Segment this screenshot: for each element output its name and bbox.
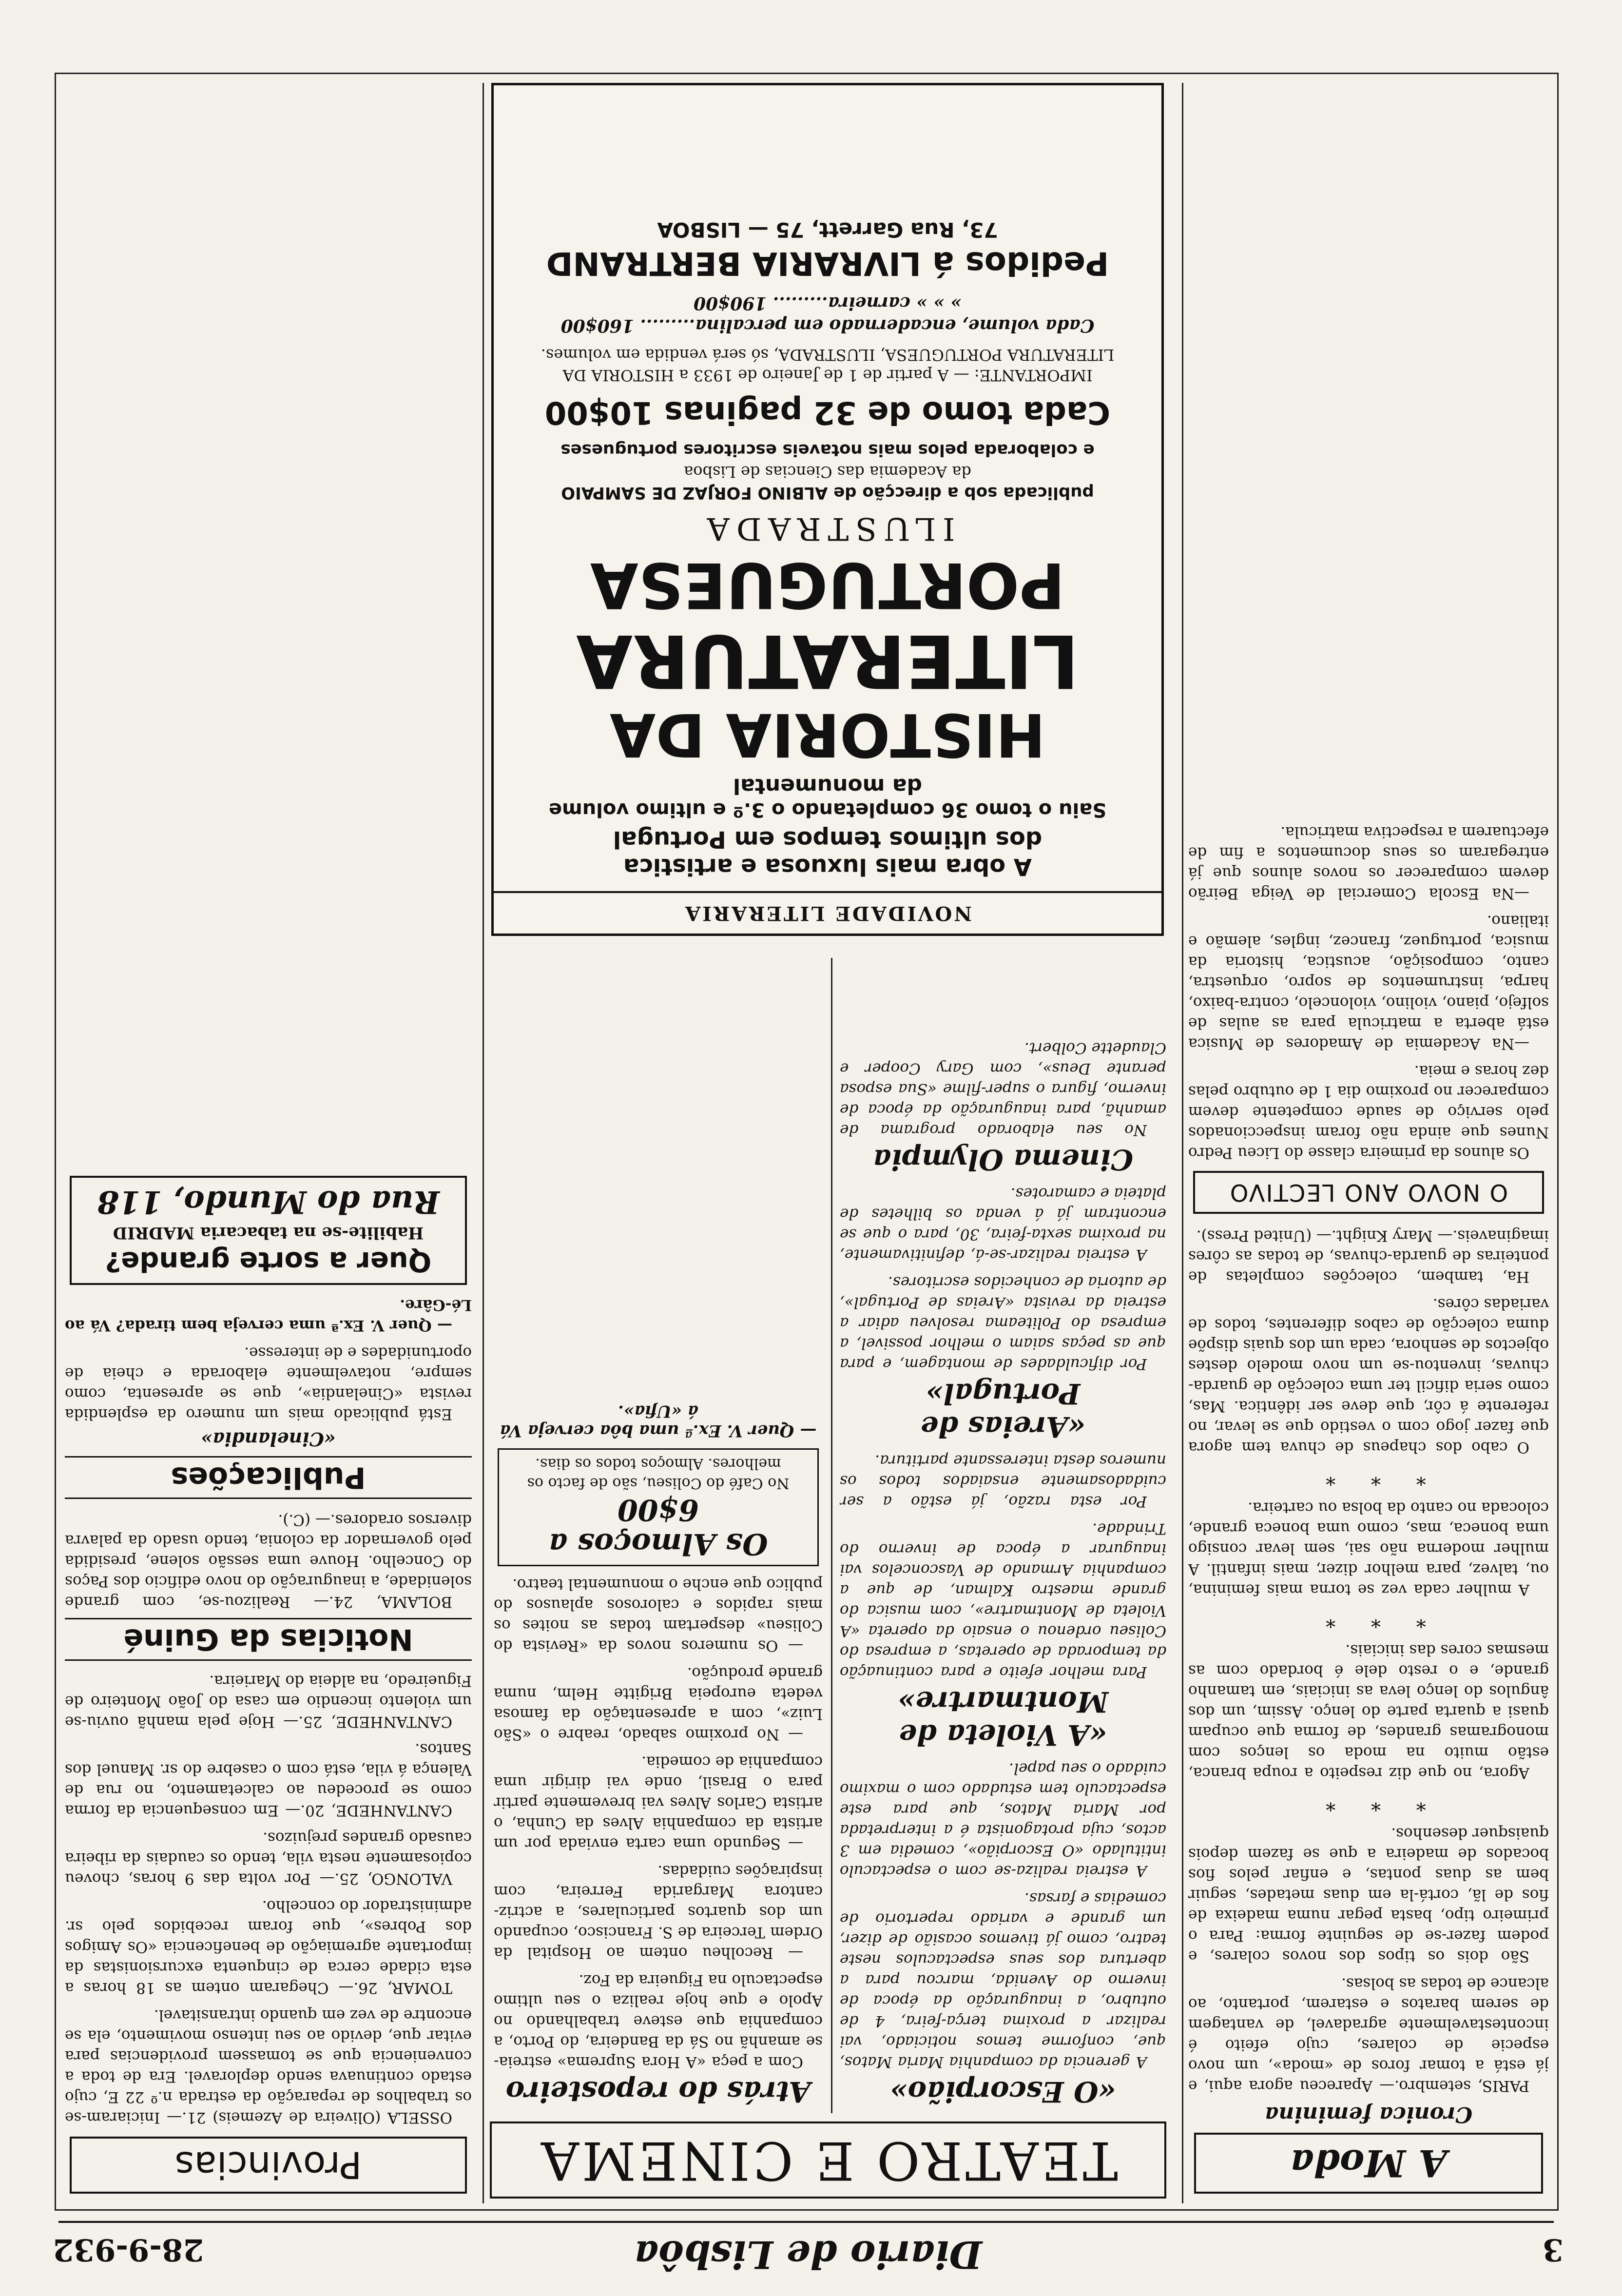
provincias-paragraph: OSSELA (Oliveira de Azemeis) 21.— Iniciaram-se os trabalhos de reparação da estrada n.º 22 E, cujo estado continuava sendo deploravel. Era de toda a conveniencia que se tomassem providencias para evitar que, devido ao seu intenso movimento, ela se encontre de vez em quando intransitavel. xyxy=(65,2006,472,2126)
teatro-column-b xyxy=(494,953,823,2113)
escorpiao-paragraph: A estreia realiza-se com o espectaculo intitulado «O Escorpião», comedia em 3 actos, cuja protagonista é a interpretada por Maria Matos, que para este espectaculo tem estudado com o maximo cuidado o seu papel. xyxy=(840,1760,1166,1880)
issue-date: 28-9-932 xyxy=(53,2232,204,2268)
areias-paragraph: Por dificuldades de montagem, e para que as peças saiam o melhor possivel, a empresa do Politeama resolveu adiar a estreia da revista «Areias de Portugal», de autoria de conhecidos escritores. xyxy=(840,1273,1166,1373)
ad-line: da monumental xyxy=(733,774,923,798)
ad-preco-tomo: Cada tomo de 32 paginas 10$00 xyxy=(544,394,1111,430)
guine-title-box xyxy=(65,1618,472,1661)
olympia-paragraph: No seu elaborado programa de amanhã, para inauguração da época de inverno, figura o super-filme «Sua esposa perante Deus», com Gary Cooper e Claudette Colbert. xyxy=(840,1039,1166,1139)
masthead-rule xyxy=(58,2221,1554,2223)
coliseu-paragraph: — No proximo sabado, reabre o «São Luiz», com a apresentação da famosa vedeta europeia Brigitte Helm, numa grande produção. xyxy=(494,1664,823,1743)
coliseu-paragraph: — Os numeros novos da «Revista do Coliseu» despertam todas as noites os mais rapidos e calorosos aplausos do publico que enche o monumental teatro. xyxy=(494,1576,823,1654)
repositorio-paragraph: Com a peça «A Hora Suprema» estreia-se amanhã no Sá da Bandeira, do Porto, a companhia que esteve trabalhando no Apolo e que hoje realiza o seu ultimo espectaculo na Figueira da Foz. xyxy=(494,1971,823,2071)
ad-colaboradores: e colaborada pelos mais notaveis escritores portugueses xyxy=(560,440,1095,460)
moda-paragraph: Ha, tambem, colecções completas de ponteiras de guarda-chuvas, de todas as côres imaginaveis.— Mary Knight.— (United Press). xyxy=(1188,1227,1549,1285)
ad-academia: da Academia das Ciencias de Lisboa xyxy=(684,463,971,481)
provincias-paragraph: CANTANHEDE, 20.— Em consequencia da forma como se procedeu ao calcetamento, no rua de Valença á vila, está com o casebre do sr. Manuel dos Santos. xyxy=(65,1740,472,1819)
lectivo-paragraph: —Na Academia de Amadores de Musica está aberta a matricula para as aulas de solfejo, piano, violino, violoncelo, contra-baixo, harpa, instrumentos de sopro, orquestra, canto, composição, acustica, historia da musica, portuguez, francez, ingles, alemão e italiano. xyxy=(1188,912,1549,1052)
ad-volume-price: » » » carneira......... 190$00 xyxy=(694,293,962,313)
moda-paragraph: Agora, no que diz respeito a roupa branca, estão muito na moda os lenços com monogramas grandes, de forma que ocupam quasi a quarta parte do lenço. Assim, um dos ângulos do lenço leva as iniciais, em tamanho grande, e o resto dele é bordado com as mesmas cores das iniciais. xyxy=(1188,1641,1549,1782)
escorpiao-paragraph: A gerencia da companhia Maria Matos, que, conforme temos noticiado, vai realizar a proxima terça-feira, 4 de outubro, a inauguração da época de inverno do Avenida, marcou para a abertura dos seus espectaculos neste teatro, como já tivemos ocasião de dizer, um grande e variado repertorio de comedias e farsas. xyxy=(840,1889,1166,2071)
ad-big-title: LITERATURA xyxy=(576,618,1079,703)
masthead xyxy=(53,2223,1564,2277)
almocos-text: No Café do Coliseu, são de facto os melhores. Almoços todos os dias. xyxy=(527,1455,790,1492)
violeta-paragraph: Por esta razão, já estão a ser cuidadosamente ensaiados todos os numeros desta interessante partitura. xyxy=(840,1452,1166,1510)
ad-line: dos ultimos tempos em Portugal xyxy=(613,826,1043,853)
moda-section-box xyxy=(1194,2133,1543,2194)
moda-paragraph: A mulher cada vez se torna mais feminina, ou, talvez, para melhor dizer, mais infantil. A mulher moderna não sai, sem levar consigo uma boneca, mas, como uma boneca grande, colocada no canto da bolsa ou carteira. xyxy=(1188,1499,1549,1598)
provincias-paragraph: VALONGO, 25.— Por volta das 9 horas, choveu copiosamente nesta vila, tendo os caudais da ribeira causado grandes prejuizos. xyxy=(65,1829,472,1887)
provincias-paragraph: TOMAR, 26.— Chegaram ontem as 18 horas a esta cidade cerca de cinquenta excursionistas da importante agremiação de beneficencia «Os Amigos dos Pobres», que foram recebidos pelo sr. administrador do concelho. xyxy=(65,1897,472,1997)
lectivo-paragraph: —Na Escola Comercial de Veiga Beirão devem comparecer os novos alunos que já entregaram os seus documentos a fim de efectuarem a respectiva matricula. xyxy=(1188,823,1549,902)
areias-paragraph: A estreia realizar-se-á, definitivamente, na proxima sexta-feira, 30, para o que se encontram já á venda os bilhetes de plateia e camarotes. xyxy=(840,1185,1166,1264)
ad-volume-price: Cada volume, encadernado em percalina......... 160$00 xyxy=(560,315,1095,336)
guine-paragraph: BOLAMA, 24.— Realizou-se, com grande solenidade, a inauguração do novo edificio dos Paços do Concelho. Houve uma sessão solene, presidida pelo governador da colonia, tendo usado da palavra diversos oradores.— (C.). xyxy=(65,1511,472,1611)
olympia-title: Cinema Olympia xyxy=(872,1143,1134,1176)
ad-header: NOVIDADE LITERARIA xyxy=(494,891,1161,934)
separator-stars: * * * xyxy=(1311,1609,1426,1631)
column-rule xyxy=(1182,83,1183,2203)
ad-morada: 73, Rua Garrett, 75 — LISBOA xyxy=(657,218,998,242)
cerveja-ad: — Quer V. Ex.ª uma bôa cerveja Vá á «Ufia». xyxy=(500,1401,817,1440)
sorte-text: Habilite-se na tabacaria MADRID xyxy=(113,1223,424,1243)
moda-paragraph: PARIS, setembro.— Apareceu agora aqui, e já está a tomar foros de «moda», um novo especie de colares, cujo efeito é incontestavelmente agradavel, de vantagem de serem baratos e estarem, portanto, ao alcance de todas as bolsas. xyxy=(1188,1975,1549,2095)
provincias-section-box xyxy=(70,2137,467,2194)
repositorio-paragraph: — Segundo uma carta enviada por um artista da companhia Alves da Cunha, o artista Carlos Alves vai brevemente partir para o Brasil, onde vai dirigir uma companhia de comedia. xyxy=(494,1753,823,1852)
sorte-address: Rua do Mundo, 118 xyxy=(97,1184,440,1220)
teatro-section-box xyxy=(490,2121,1166,2199)
cerveja-ad: — Quer V. Ex.ª uma cerveja bem tirada? Vá ao Lé-Gâre. xyxy=(65,1296,472,1334)
ad-direccao: publicada sob a direcção de ALBINO FORJAZ DE SAMPAIO xyxy=(561,483,1094,503)
newspaper-title: Diario de Lisbôa xyxy=(634,2232,983,2277)
areias-title: «Areias de Portugal» xyxy=(920,1377,1086,1443)
moda-subtitle: Cronica feminina xyxy=(1264,2102,1473,2127)
repositorio-paragraph: — Recolheu ontem ao Hospital da Ordem Terceira de S. Francisco, ocupando um dos quartos particulares, a actriz-cantora Margarida Ferreira, com inspirações cuidadas. xyxy=(494,1862,823,1962)
violeta-paragraph: Para melhor efeito e para continuação da temporada de operetas, a empresa do Coliseu ordenou o ensaio da opereta «A Violeta de Montmartre», com musica do grande maestro Kalman, de que a companhia Armando de Vasconcelos vai inaugurar a época de inverno do Trindade. xyxy=(840,1520,1166,1681)
public-title: Publicações xyxy=(171,1460,366,1495)
ad-importante: IMPORTANTE: — A partir de 1 de Janeiro de 1933 a HISTORIA DA LITERATURA PORTUGUESA, ILUSTRADA, só será vendida em volumes. xyxy=(541,346,1115,385)
column-rule xyxy=(831,958,832,2113)
cinelandia-title: «Cinelandia» xyxy=(201,1428,336,1450)
separator-stars: * * * xyxy=(1311,1792,1426,1814)
provincias-column xyxy=(65,88,472,2199)
moda-paragraph: São dois os tipos dos novos colares, e podem fazer-se de seguinte forma: Para o primeiro tipo, basta pegar numa madeixa de fios de lã, cortá-la em duas metades, seguir bem as duas pontas, e enfiar pelos fios bocados de madeira a que se fazem depois quaisquer desenhos. xyxy=(1188,1825,1549,1965)
guine-title: Noticias da Guiné xyxy=(123,1622,413,1656)
provincias-section-title: Provincias xyxy=(174,2143,362,2187)
teatro-column-a xyxy=(840,953,1166,2113)
sorte-ad xyxy=(70,1176,467,1285)
lectivo-paragraph: Os alunos da primeira classe do Liceu Pedro Nunes que ainda não foram inspeccionados pelo serviço de saude competente devem comparecer no proximo dia 1 de outubro pelas dez horas e meia. xyxy=(1188,1062,1549,1162)
escorpiao-title: «O Escorpião» xyxy=(890,2075,1116,2108)
lectivo-title-box xyxy=(1193,1171,1544,1214)
ad-line: Saiu o tomo 36 completando o 3.º e ultimo volume xyxy=(548,798,1107,821)
teatro-section-title: TEATRO E CINEMA xyxy=(538,2130,1118,2191)
lectivo-title: O NOVO ANO LECTIVO xyxy=(1229,1179,1508,1206)
moda-paragraph: O cabo dos chapeus de chuva tem agora que fazer jogo com o vestido que se levar, no referente á côr, que deve ser idêntica. Mas, como seria dificil ter uma colecção de guarda-chuvas, inventou-se um novo modelo destes objectos de senhora, cada um dos quais dispõe duma colecção de cabos diferentes, todos de variadas côres. xyxy=(1188,1295,1549,1456)
violeta-title: «A Violeta de Montmartre» xyxy=(898,1685,1108,1751)
column-rule xyxy=(483,83,484,2203)
provincias-paragraph: CANTANHEDE, 25.— Hoje pela manhã ouviu-se um violento incendio em casa do João Monteiro de Figueiredo, na aldeia do Marieira. xyxy=(65,1672,472,1731)
repositorio-title: Atrás do reposteiro xyxy=(505,2075,811,2108)
sorte-title: Quer a sorte grande? xyxy=(105,1245,432,1277)
ad-pedidos: Pedidos á LIVRARIA BERTRAND xyxy=(546,245,1109,282)
page-number: 3 xyxy=(1542,2232,1564,2268)
public-title-box xyxy=(65,1456,472,1499)
cinelandia-paragraph: Está publicado mais um numero da esplendida revista «Cinelandia», que se apresenta, como sempre, notavelmente elaborada e cheia de oportunidades e de interesse. xyxy=(65,1344,472,1423)
separator-stars: * * * xyxy=(1311,1466,1426,1489)
bertrand-ad xyxy=(491,83,1164,936)
ad-line: A obra mais luxuosa e artistica xyxy=(623,853,1032,880)
ad-big-title: HISTORIA DA xyxy=(609,700,1046,769)
ad-big-title: PORTUGUESA xyxy=(590,548,1065,621)
almocos-box xyxy=(498,1448,819,1566)
almocos-title: Os Almoços a 6$00 xyxy=(548,1493,768,1561)
ad-ilustrada: ILUSTRADA xyxy=(700,510,955,546)
moda-column xyxy=(1188,88,1549,2199)
moda-section-title: A Moda xyxy=(1290,2141,1448,2185)
